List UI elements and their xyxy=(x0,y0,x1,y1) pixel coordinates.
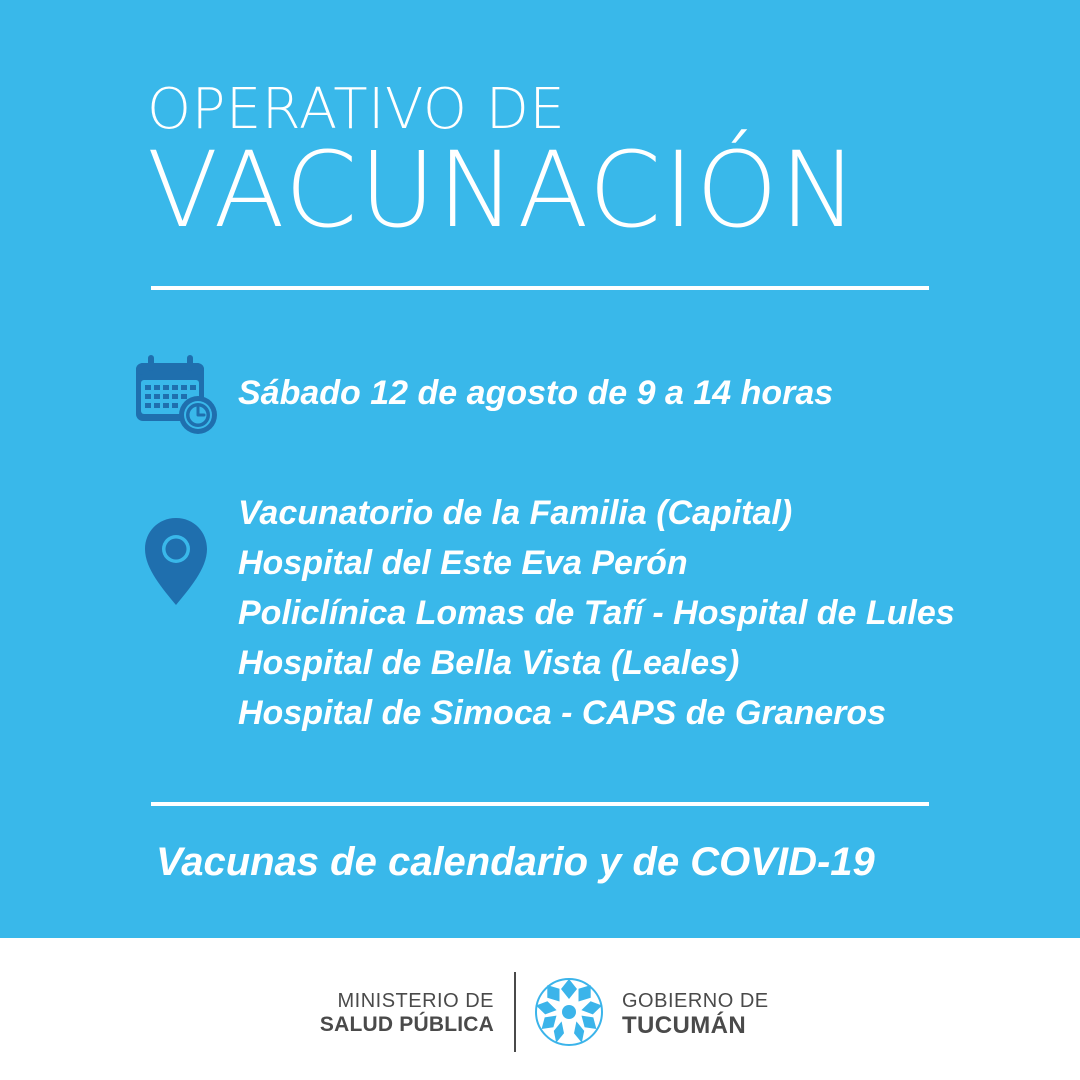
vaccine-types-text: Vacunas de calendario y de COVID-19 xyxy=(156,840,875,884)
location-list xyxy=(238,488,955,738)
bottom-divider xyxy=(151,802,929,806)
government-line-1: GOBIERNO DE xyxy=(622,990,769,1012)
government-line-2: TUCUMÁN xyxy=(622,1012,747,1039)
ministry-logo-text xyxy=(320,990,494,1038)
tucuman-seal-icon xyxy=(532,975,606,1049)
location-pin-icon xyxy=(142,515,210,609)
footer-divider xyxy=(514,972,516,1052)
location-item: Hospital del Este Eva Perón xyxy=(238,544,688,582)
ministry-line-1: MINISTERIO DE xyxy=(337,990,494,1012)
location-item: Policlínica Lomas de Tafí - Hospital de Lules xyxy=(238,594,955,632)
ministry-line-2: SALUD PÚBLICA xyxy=(319,1013,494,1036)
location-item: Vacunatorio de la Familia (Capital) xyxy=(238,494,793,532)
location-item: Hospital de Bella Vista (Leales) xyxy=(238,644,740,682)
location-item: Hospital de Simoca - CAPS de Graneros xyxy=(238,694,887,732)
calendar-clock-icon xyxy=(133,352,219,438)
schedule-text: Sábado 12 de agosto de 9 a 14 horas xyxy=(238,374,834,412)
title-line-1: OPERATIVO DE xyxy=(147,77,566,142)
government-logo-text xyxy=(622,990,769,1040)
top-divider xyxy=(151,286,929,290)
title-line-2: VACUNACIÓN xyxy=(147,129,860,251)
